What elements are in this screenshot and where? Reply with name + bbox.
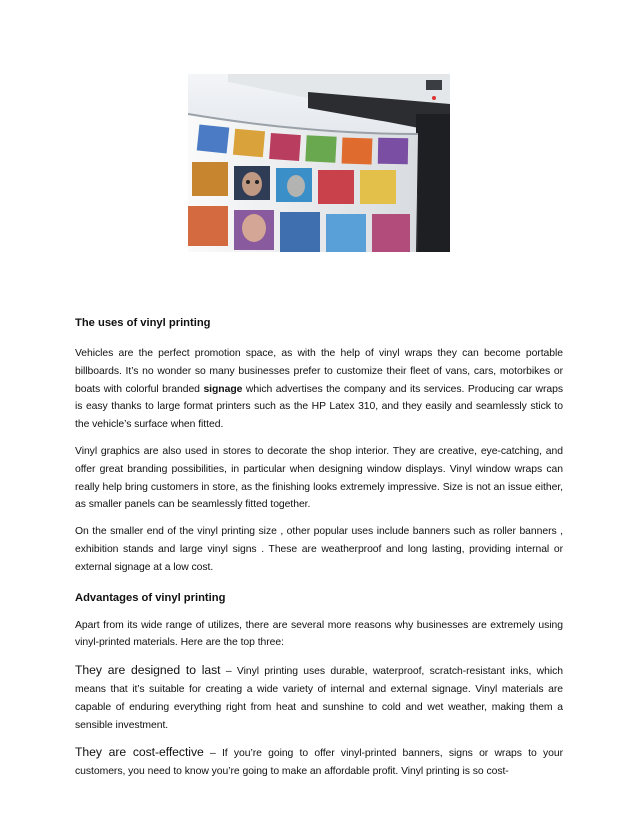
- paragraph-stores: Vinyl graphics are also used in stores to decorate the shop interior. They are creative, eye-catching, and offer great branding possibilities, in particular when designing window displays. Vinyl window wraps can really help bring customers in store, as the finishing looks extremely impressive. Size is not an issue either, as smaller panels can be seamlessly fitted together.: [75, 445, 563, 511]
- lead-phrase: They are designed to last: [75, 663, 221, 678]
- paragraph-smaller-uses: On the smaller end of the vinyl printing size , other popular uses include banners such as roller banners , exhibition stands and large vinyl signs . These are weatherproof and long lasting, providing internal or external signage at a low cost.: [75, 526, 563, 573]
- bold-term-signage: signage: [203, 383, 243, 395]
- printer-photo: [188, 74, 450, 252]
- paragraph-text: – If you’re going to offer vinyl-printed banners, signs or wraps to your customers, you need to know you’re going to make an affordable profit. Vinyl printing is so cost-: [75, 748, 563, 778]
- paragraph-vehicles: [75, 345, 563, 434]
- document-body: [75, 316, 563, 790]
- paragraph-cost-effective: [75, 744, 563, 781]
- paragraph-text: – Vinyl printing uses durable, waterproof, scratch-resistant inks, which means that it’s suitable for creating a wide variety of internal and external signage. Vinyl materials are capable of enduring everything right from heat and sunshine to cold and wet weather, making them a sensible investment.: [75, 666, 563, 731]
- paragraph-text: Vehicles are the perfect promotion space, as with the help of vinyl wraps they can become portable billboards. It’s no wonder so many businesses prefer to customize their fleet of vans, cars, motorbikes or boats with colorful branded: [75, 348, 563, 395]
- paragraph-text: which advertises the company and its services. Producing car wraps is easy thanks to large format printers such as the HP Latex 310, and they easily and seamlessly stick to the vehicle’s surface when fitted.: [75, 383, 563, 431]
- paragraph-advantages-intro: Apart from its wide range of utilizes, there are several more reasons why businesses are extremely using vinyl-printed materials. Here are the top three:: [75, 619, 563, 649]
- printer-illustration: [188, 74, 450, 252]
- section-heading-advantages: Advantages of vinyl printing: [75, 591, 226, 604]
- paragraph-designed-to-last: [75, 662, 563, 734]
- section-heading-uses: The uses of vinyl printing: [75, 317, 211, 329]
- lead-phrase: They are cost-effective: [75, 745, 204, 760]
